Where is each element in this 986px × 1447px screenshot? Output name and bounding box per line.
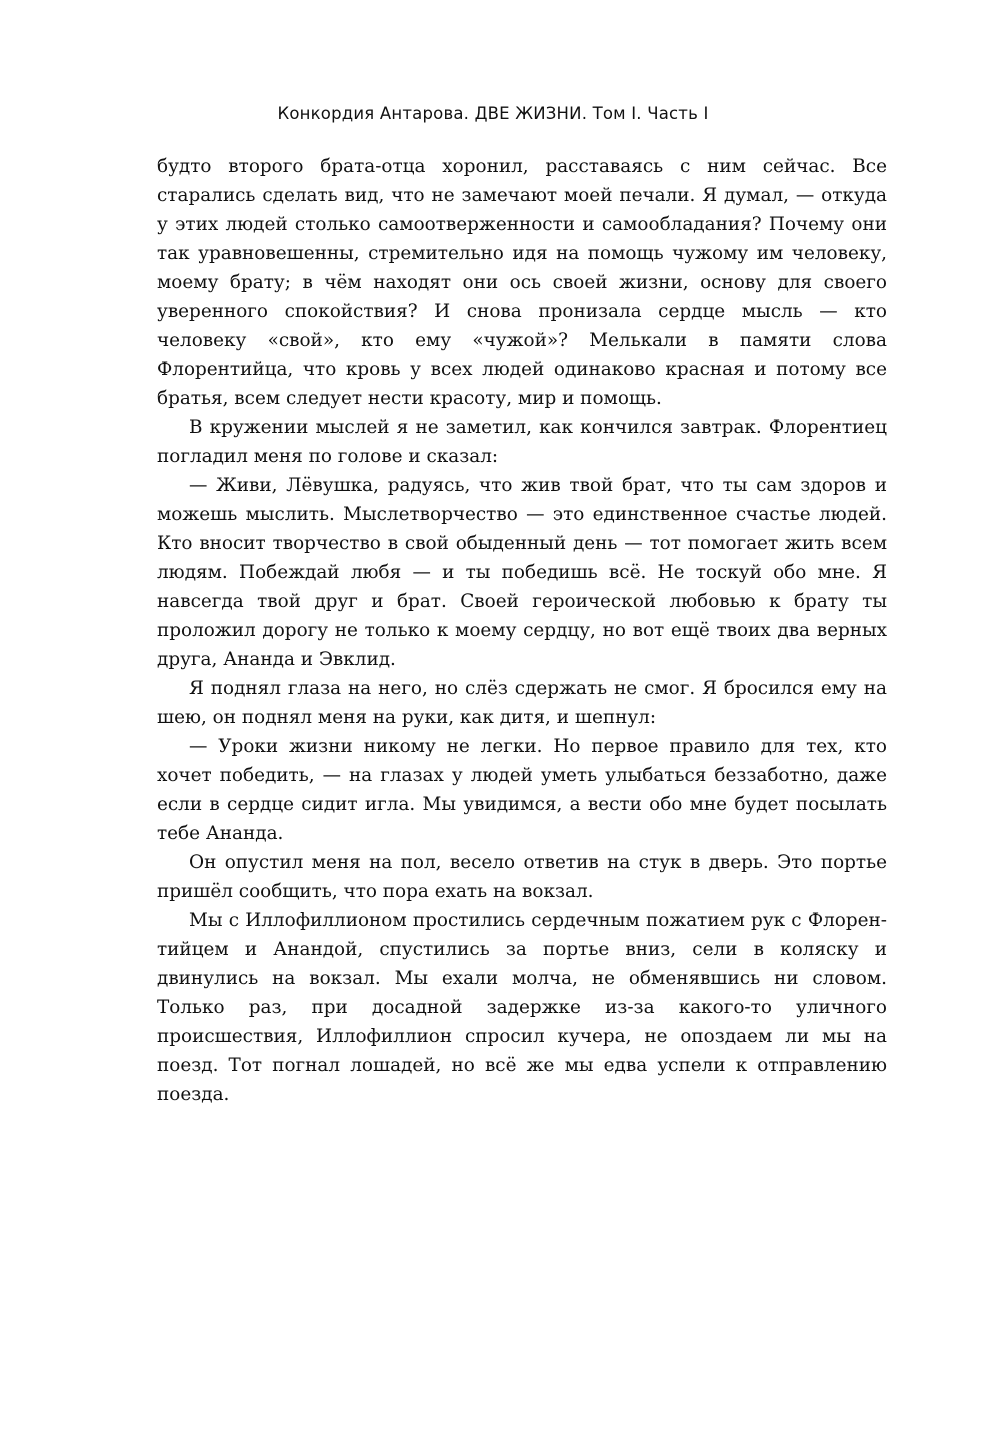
paragraph-6: Он опустил меня на пол, весело ответив на стук в дверь. Это портье пришёл сообщить, что пора ехать на вокзал. (157, 852, 887, 902)
paragraph-7: Мы с Иллофиллионом простились сердечным пожатием рук с Флорентийцем и Анандой, спустились за портье вниз, сели в коляску и двинулись на вокзал. Мы ехали молча, не обменявшись ни словом. Только раз, при досадной задержке из-за какого-то уличного происшествия, Иллофиллион спросил кучера, не опоздаем ли мы на поезд. Тот погнал лошадей, но всё же мы едва успели к отправлению поезда. (157, 910, 887, 1105)
paragraph-2: В кружении мыслей я не заметил, как кончился завтрак. Флорентиец погладил меня по голове и сказал: (157, 417, 887, 467)
running-header: Конкордия Антарова. ДВЕ ЖИЗНИ. Том I. Часть I (277, 104, 709, 123)
paragraph-5: — Уроки жизни никому не легки. Но первое правило для тех, кто хочет победить, — на глазах у людей уметь улыбаться беззаботно, даже если в сердце сидит игла. Мы увидимся, а вести обо мне будет посылать тебе Ананда. (157, 736, 887, 844)
body-text (157, 152, 887, 1109)
paragraph-3: — Живи, Лёвушка, радуясь, что жив твой брат, что ты сам здоров и можешь мыслить. Мыслетворчество — это единственное счастье людей. Кто вносит творчество в свой обыденный день — тот помогает жить всем людям. Побеждай любя — и ты победишь всё. Не тоскуй обо мне. Я навсегда твой друг и брат. Своей героической любовью к брату ты проложил дорогу не только к моему сердцу, но вот ещё твоих два верных друга, Ананда и Эвклид. (157, 475, 887, 670)
paragraph-1: будто второго брата-отца хоронил, расставаясь с ним сейчас. Все старались сделать вид, что не замечают моей печали. Я думал, — откуда у этих людей столько самоотверженности и самообладания? Почему они так уравновешенны, стремительно идя на помощь чужому им человеку, моему брату; в чём находят они ось своей жизни, основу для своего уверенного спокойствия? И снова пронизала сердце мысль — кто человеку «свой», кто ему «чужой»? Мелькали в памяти слова Флорентийца, что кровь у всех людей одинаково красная и потому все братья, всем следует нести красоту, мир и помощь. (157, 156, 887, 409)
paragraph-4: Я поднял глаза на него, но слёз сдержать не смог. Я бросился ему на шею, он поднял меня на руки, как дитя, и шепнул: (157, 678, 887, 728)
